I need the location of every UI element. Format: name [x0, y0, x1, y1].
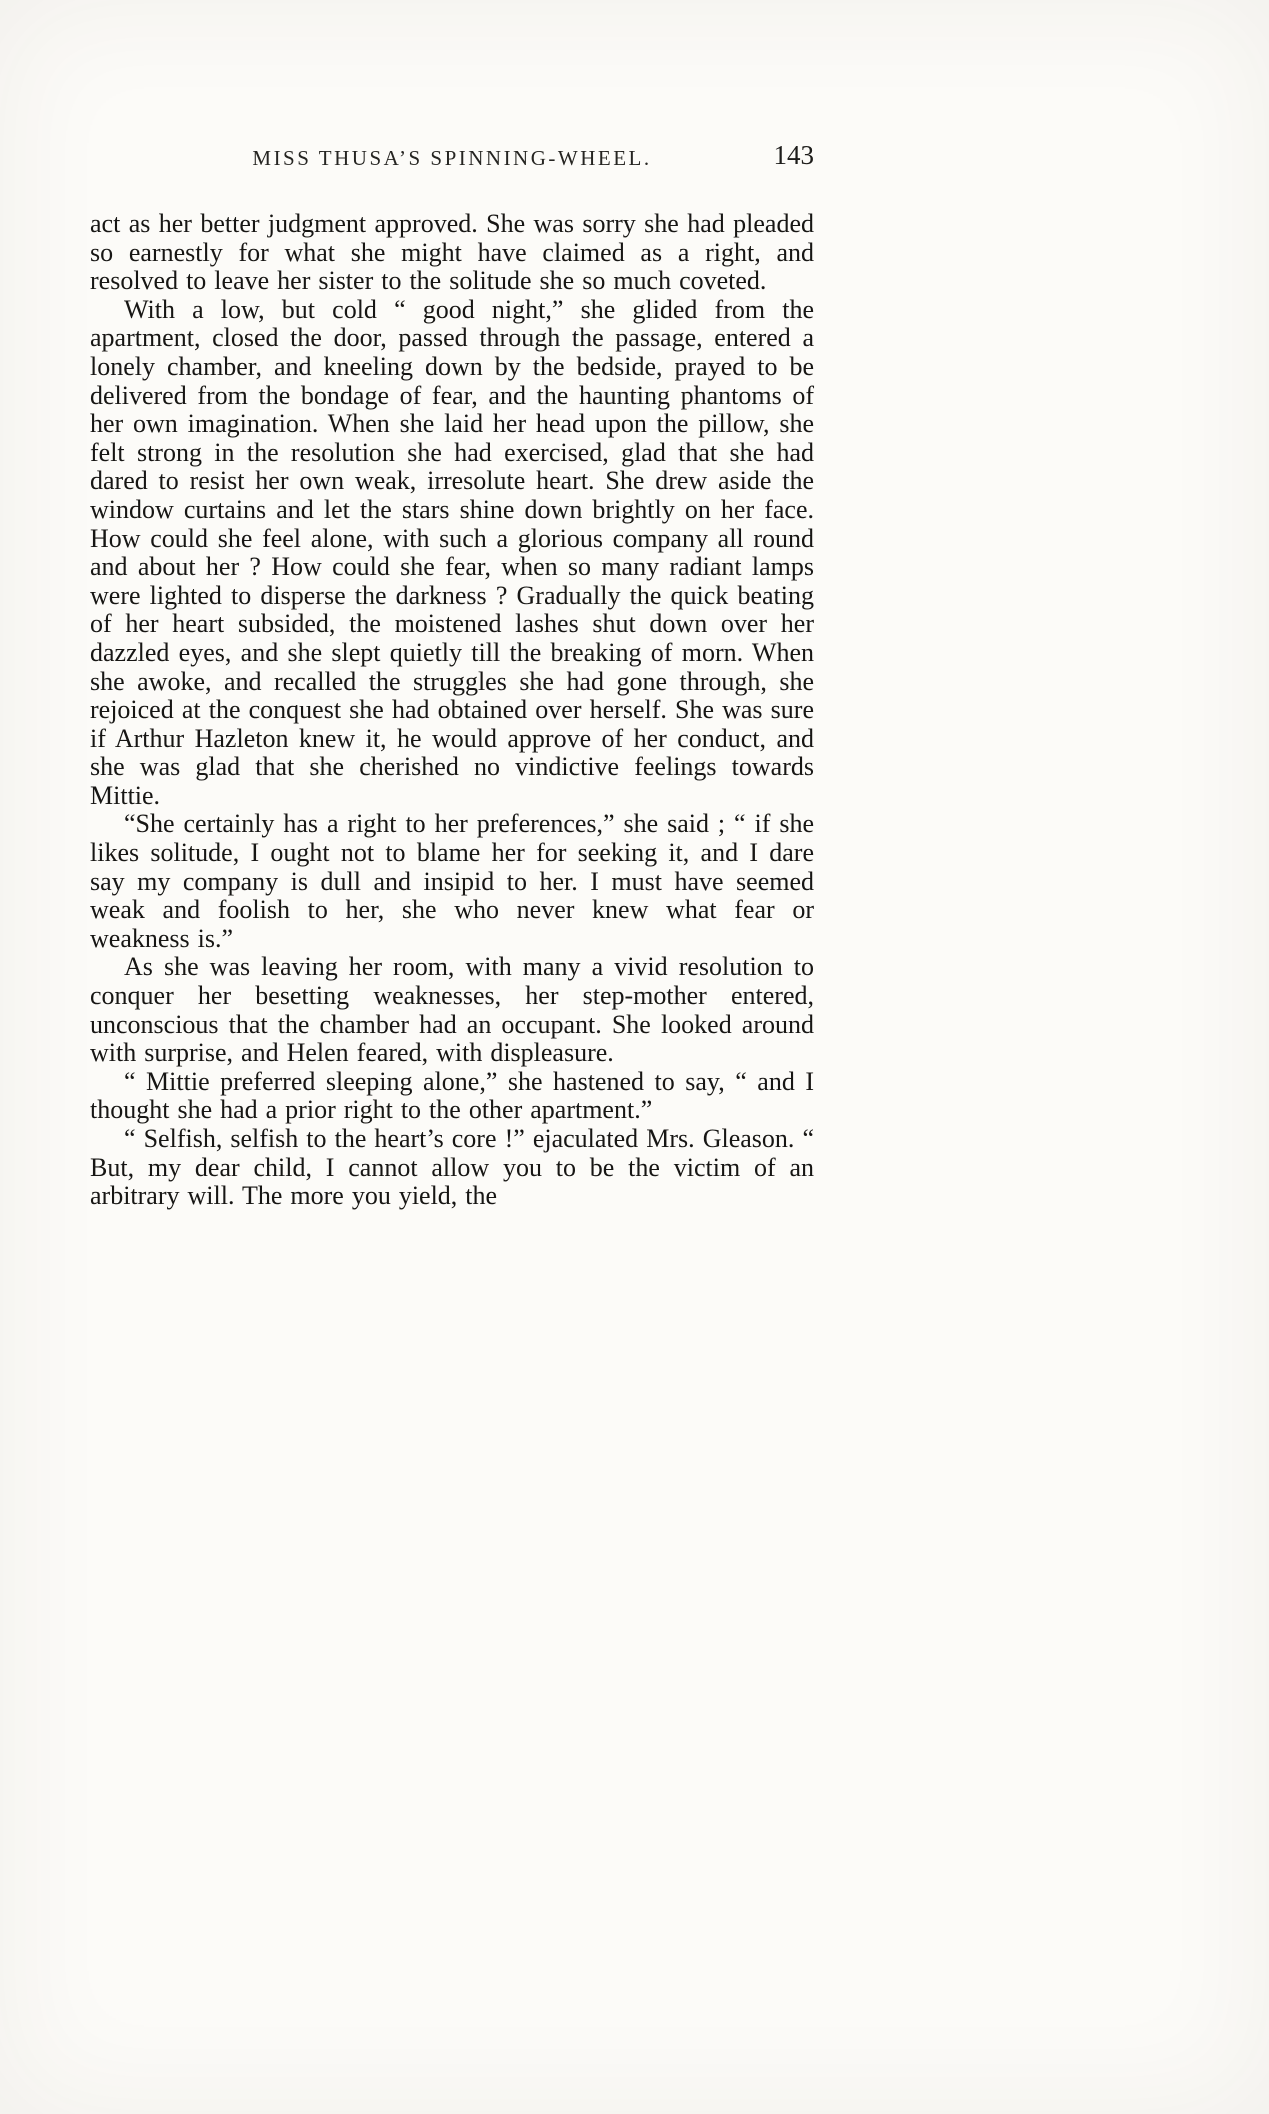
- running-head-title: MISS THUSA’S SPINNING-WHEEL.: [252, 146, 652, 170]
- paragraph: act as her better judgment approved. She was sorry she had pleaded so earnestly for what she might have claimed as a right, and resolved to leave her sister to the solitude she so much coveted.: [90, 209, 814, 296]
- body-text: [90, 210, 814, 1211]
- paragraph: “She certainly has a right to her preferences,” she said ; “ if she likes solitude, I ought not to blame her for seeking it, and I dare say my company is dull and insipid to her. I must have seemed weak and foolish to her, she who never knew what fear or weakness is.”: [90, 809, 814, 953]
- running-head: [90, 140, 814, 176]
- paragraph: With a low, but cold “ good night,” she glided from the apartment, closed the door, passed through the passage, entered a lonely chamber, and kneeling down by the bedside, prayed to be delivered from the bondage of fear, and the haunting phantoms of her own imagination. When she laid her head upon the pillow, she felt strong in the resolution she had exercised, glad that she had dared to resist her own weak, irresolute heart. She drew aside the window curtains and let the stars shine down brightly on her face. How could she feel alone, with such a glorious company all round and about her ? How could she fear, when so many radiant lamps were lighted to disperse the darkness ? Gradually the quick beating of her heart subsided, the moistened lashes shut down over her dazzled eyes, and she slept quietly till the breaking of morn. When she awoke, and recalled the struggles she had gone through, she rejoiced at the conquest she had obtained over herself. She was sure if Arthur Hazleton knew it, he would approve of her conduct, and she was glad that she cherished no vindictive feelings towards Mittie.: [90, 294, 814, 810]
- text-block: [90, 140, 814, 1211]
- page-number: 143: [773, 140, 814, 170]
- paragraph: “ Selfish, selfish to the heart’s core !” ejaculated Mrs. Gleason. “ But, my dear child, I cannot allow you to be the victim of an arbitrary will. The more you yield, the: [90, 1124, 814, 1211]
- paragraph: As she was leaving her room, with many a vivid resolution to conquer her besetting weaknesses, her step-mother entered, unconscious that the chamber had an occupant. She looked around with surprise, and Helen feared, with displeasure.: [90, 952, 814, 1068]
- paragraph: “ Mittie preferred sleeping alone,” she hastened to say, “ and I thought she had a prior right to the other apartment.”: [90, 1066, 814, 1125]
